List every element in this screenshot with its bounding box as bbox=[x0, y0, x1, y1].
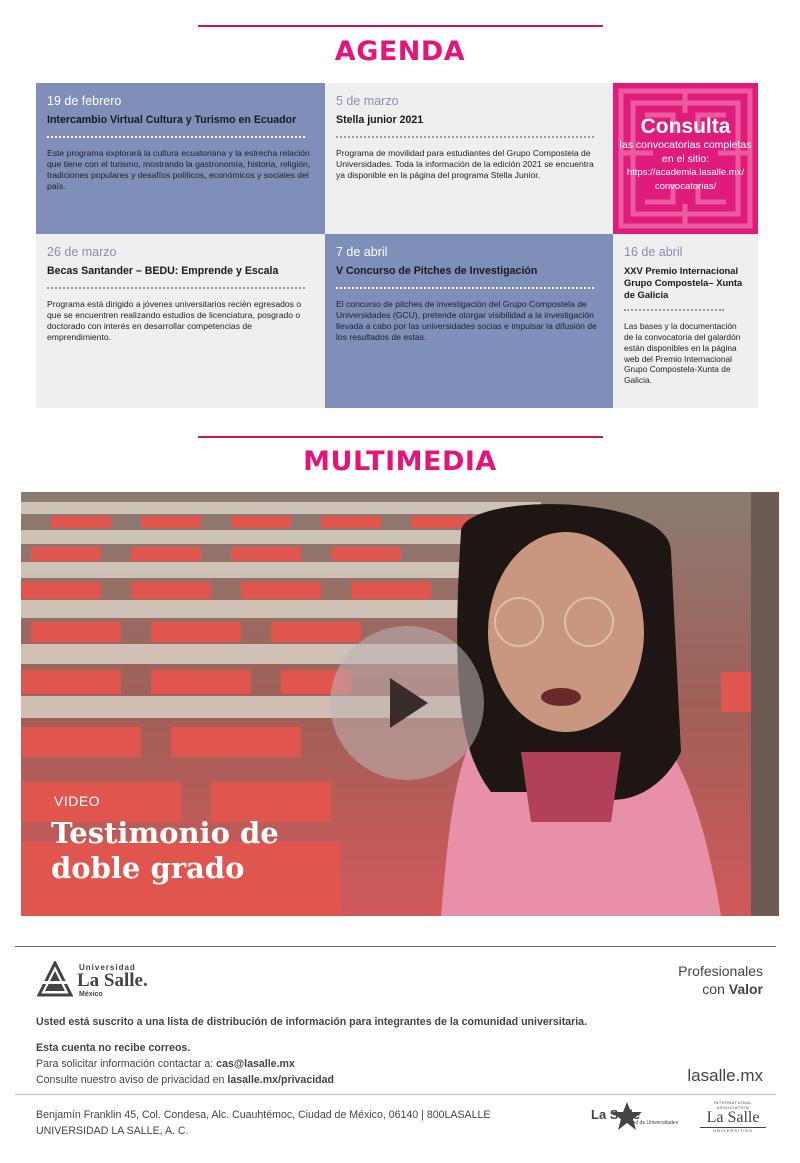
agenda-event-card bbox=[325, 83, 613, 234]
contact-prefix: Para solicitar información contactar a: bbox=[36, 1058, 217, 1070]
consulta-text: las convocatorias completas en el sitio: bbox=[619, 139, 752, 166]
intl-logo-top: INTERNATIONAL ASSOCIATION bbox=[713, 1100, 753, 1110]
contact-email-link[interactable]: cas@lasalle.mx bbox=[216, 1058, 295, 1070]
event-title: Stella junior 2021 bbox=[336, 114, 424, 126]
address-line: Benjamín Franklin 45, Col. Condesa, Alc. Cuauhtémoc, Ciudad de México, 06140 | 800LASALLE bbox=[36, 1109, 491, 1121]
intl-logo-bottom: UNIVERSITIES bbox=[700, 1127, 766, 1133]
consulta-link-continued[interactable]: convocatorias/ bbox=[654, 180, 717, 192]
event-description: Programa de movilidad para estudiantes del Grupo Compostela de Universidades. Toda la información de la edición 2021 se encuentra ya disponible en la página del programa Stella Junior. bbox=[336, 148, 594, 181]
tagline-con: con bbox=[702, 980, 729, 997]
red-logo-name: La Salle bbox=[591, 1107, 641, 1122]
agenda-event-card bbox=[36, 234, 325, 408]
lasalle-star-icon bbox=[37, 961, 73, 997]
privacy-link[interactable]: lasalle.mx/privacidad bbox=[227, 1074, 334, 1086]
video-player[interactable] bbox=[21, 492, 779, 916]
tagline bbox=[678, 963, 763, 998]
red-logo-sub: Red de Universidades bbox=[629, 1120, 679, 1126]
privacy-line bbox=[36, 1074, 334, 1086]
event-description: Este programa explorará la cultura ecuatoriana y la estrecha relación que tiene con el turismo, mostrando la gastronomía, historia, religión, tradiciones populares y desafíos políticos, económicos y sociales del país. bbox=[47, 148, 311, 192]
tagline-line1: Profesionales bbox=[678, 963, 763, 979]
event-title: V Concurso de Pitches de Investigación bbox=[336, 265, 538, 277]
dotted-divider bbox=[336, 287, 594, 289]
event-title: XXV Premio Internacional Grupo Compostela– Xunta de Galicia bbox=[624, 265, 743, 300]
no-mail-notice: Esta cuenta no recibe correos. bbox=[36, 1042, 191, 1054]
event-date: 19 de febrero bbox=[47, 94, 122, 108]
dotted-divider bbox=[336, 136, 594, 138]
lasalle-logo[interactable] bbox=[37, 961, 167, 1001]
event-date: 16 de abril bbox=[624, 245, 683, 259]
event-description: El concurso de pitches de investigación del Grupo Compostela de Universidades (GCU), pretende otorgar visibilidad a la investigación llevada a cabo por las universidades socias e impulsar la difusión de los resultados de estas. bbox=[336, 299, 597, 343]
logo-university: Universidad bbox=[79, 963, 136, 972]
dotted-divider bbox=[47, 136, 305, 138]
consulta-heading: Consulta bbox=[640, 115, 731, 138]
website-link[interactable]: lasalle.mx bbox=[687, 1066, 763, 1085]
legal-name: UNIVERSIDAD LA SALLE, A. C. bbox=[36, 1125, 189, 1138]
dotted-divider bbox=[47, 287, 305, 289]
agenda-event-card bbox=[613, 234, 758, 408]
subscription-notice: Usted está suscrito a una lista de distribución de información para integrantes de la comunidad universitaria. bbox=[36, 1016, 588, 1028]
logo-name: La Salle. bbox=[77, 970, 148, 991]
event-title: Becas Santander – BEDU: Emprende y Escala bbox=[47, 265, 279, 277]
play-icon bbox=[390, 678, 428, 728]
privacy-prefix: Consulte nuestro aviso de privacidad en bbox=[36, 1074, 228, 1086]
event-description: Las bases y la documentación de la convocatoria del galardón están disponibles en la página web del Premio Internacional Grupo Compostela-Xunta de Galicia. bbox=[624, 321, 741, 385]
top-divider bbox=[198, 25, 603, 27]
address bbox=[36, 1107, 490, 1140]
agenda-event-card bbox=[36, 83, 325, 234]
agenda-heading: AGENDA bbox=[334, 36, 466, 67]
red-universidades-logo bbox=[589, 1100, 684, 1134]
event-title: Intercambio Virtual Cultura y Turismo en Ecuador bbox=[47, 114, 297, 126]
logo-country: México bbox=[79, 991, 103, 998]
footer-divider bbox=[15, 946, 776, 947]
intl-logo-name: La Salle bbox=[706, 1109, 760, 1126]
event-date: 26 de marzo bbox=[47, 245, 117, 259]
footer-divider-2 bbox=[15, 1094, 776, 1095]
event-description: Programa está dirigido a jóvenes universitarios recién egresados o que se encuentren realizando estudios de licenciatura, posgrado o doctorado con interés en desarrollar competencias de emprendimiento. bbox=[47, 299, 302, 343]
video-label: VIDEO bbox=[54, 793, 101, 809]
event-date: 7 de abril bbox=[336, 245, 388, 259]
dotted-divider bbox=[624, 309, 724, 311]
consulta-box[interactable] bbox=[613, 83, 758, 234]
consulta-link[interactable]: https://academia.lasalle.mx/ bbox=[626, 167, 745, 179]
video-title[interactable]: Testimonio de doble grado bbox=[51, 816, 279, 885]
tagline-valor: Valor bbox=[728, 980, 763, 997]
play-button[interactable] bbox=[330, 626, 484, 780]
agenda-event-card bbox=[325, 234, 613, 408]
contact-line bbox=[36, 1058, 295, 1070]
intl-association-logo bbox=[700, 1100, 766, 1134]
multimedia-divider bbox=[198, 436, 603, 438]
event-date: 5 de marzo bbox=[336, 94, 399, 108]
multimedia-heading: MULTIMEDIA bbox=[303, 446, 497, 477]
